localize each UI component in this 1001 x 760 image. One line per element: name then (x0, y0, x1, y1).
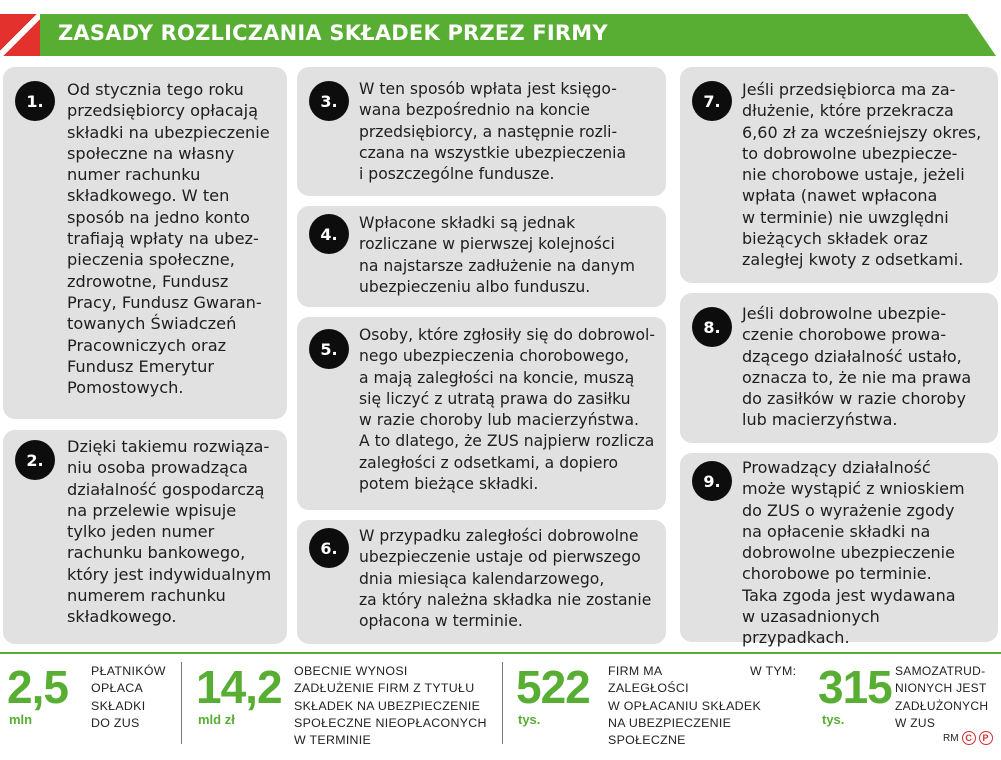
stat-in-that: W TYM: (750, 664, 797, 678)
card-number: 9. (692, 461, 732, 501)
info-card-9 (680, 453, 998, 648)
stats-divider (0, 652, 1001, 654)
stat-separator (502, 662, 503, 744)
card-text: Prowadzący działalność może wystąpić z wnioskiem do ZUS o wyrażenie zgody na opłacenie składki na dobrowolne ubezpieczenie chorobowe po terminie. Taka zgoda jest wydawana w uzasadnionych przypadkach. (742, 458, 965, 648)
info-card-1 (3, 67, 287, 419)
card-text: W ten sposób wpłata jest księgo- wana bezpośrednio na koncie przedsiębiorcy, a następnie rozli- czana na wszystkie ubezpieczenia i poszczególne fundusze. (359, 80, 627, 184)
red-accent (0, 14, 40, 56)
info-card-5 (297, 317, 666, 510)
card-number: 2. (15, 440, 55, 480)
card-number: 1. (15, 81, 55, 121)
copyright-icon: C (962, 731, 976, 745)
stat-separator (181, 662, 182, 744)
card-text: Jeśli przedsiębiorca ma za- dłużenie, które przekracza 6,60 zł za wcześniejszy okres, to dobrowolne ubezpiecze- nie chorobowe ustaje, jeżeli wpłata (nawet wpłacona w terminie) nie uwzględni bieżących składek oraz zaległej kwoty z odsetkami. (742, 80, 982, 270)
publisher-icon: P (979, 731, 993, 745)
credit-mark (943, 731, 993, 745)
card-text: Dzięki takiemu rozwiąza- niu osoba prowadząca działalność gospodarczą na przelewie wpisuje tylko jeden numer rachunku bankowego, który jest indywidualnym numerem rachunku składkowego. (67, 437, 272, 627)
credit-initials: RM (943, 732, 959, 744)
card-text: W przypadku zaległości dobrowolne ubezpieczenie ustaje od pierwszego dnia miesiąca kalendarzowego, za który należna składka nie zostanie opłacona w terminie. (359, 527, 652, 631)
stat-label-firms: FIRM MA ZALEGŁOŚCI W OPŁACANIU SKŁADEK NA UBEZPIECZENIE SPOŁECZNE (608, 664, 762, 748)
stat-value-firms: 522 (516, 661, 590, 713)
stat-label-debt: OBECNIE WYNOSI ZADŁUŻENIE FIRM Z TYTUŁU SKŁADEK NA UBEZPIECZENIE SPOŁECZNE NIEOPŁACONYCH W TERMINIE (294, 664, 487, 748)
info-card-8 (680, 293, 998, 443)
stat-label-payers: PŁATNIKÓW OPŁACA SKŁADKI DO ZUS (91, 664, 166, 730)
card-text: Wpłacone składki są jednak rozliczane w pierwszej kolejności na najstarsze zadłużenie na danym ubezpieczeniu albo funduszu. (359, 214, 635, 296)
info-card-6 (297, 520, 666, 644)
info-card-2 (3, 430, 287, 644)
card-number: 6. (309, 528, 349, 568)
info-card-4 (297, 206, 666, 307)
card-number: 8. (692, 307, 732, 347)
card-text: Jeśli dobrowolne ubezpie- czenie chorobowe prowa- dzącego działalność ustało, oznacza to, że nie ma prawa do zasiłków w razie choroby lub macierzyństwa. (742, 304, 972, 430)
stat-unit-self-employed: tys. (822, 712, 845, 727)
stat-label-self-employed: SAMOZATRUD- NIONYCH JEST ZADŁUŻONYCH W ZUS (895, 664, 989, 730)
info-card-3 (297, 67, 666, 196)
stat-value-debt: 14,2 (196, 661, 282, 713)
stat-unit-payers: mln (9, 712, 33, 727)
page-title: ZASADY ROZLICZANIA SKŁADEK PRZEZ FIRMY (58, 21, 608, 45)
card-text: Od stycznia tego roku przedsiębiorcy opłacają składki na ubezpieczenie społeczne na własny numer rachunku składkowego. W ten sposób na jedno konto trafiają wpłaty na ubez- pieczenia społeczne, zdrowotne, Fundusz Pracy, Fundusz Gwaran- towanych Świadczeń Pracowniczych oraz Fundusz Emerytur Pomostowych. (67, 80, 270, 398)
card-number: 5. (309, 329, 349, 369)
stat-value-payers: 2,5 (7, 661, 68, 713)
stat-value-self-employed: 315 (818, 661, 892, 713)
card-number: 3. (309, 81, 349, 121)
stat-unit-firms: tys. (518, 712, 541, 727)
card-text: Osoby, które zgłosiły się do dobrowol- nego ubezpieczenia chorobowego, a mają zaległości na koncie, muszą się liczyć z utratą prawa do zasiłku w razie choroby lub macierzyństwa. A to dlatego, że ZUS najpierw rozlicza zaległości z odsetkami, a dopiero potem bieżące składki. (359, 326, 656, 494)
card-number: 7. (692, 81, 732, 121)
stat-unit-debt: mld zł (198, 712, 235, 727)
info-card-7 (680, 67, 998, 283)
header-banner (0, 14, 1001, 56)
card-number: 4. (309, 214, 349, 254)
